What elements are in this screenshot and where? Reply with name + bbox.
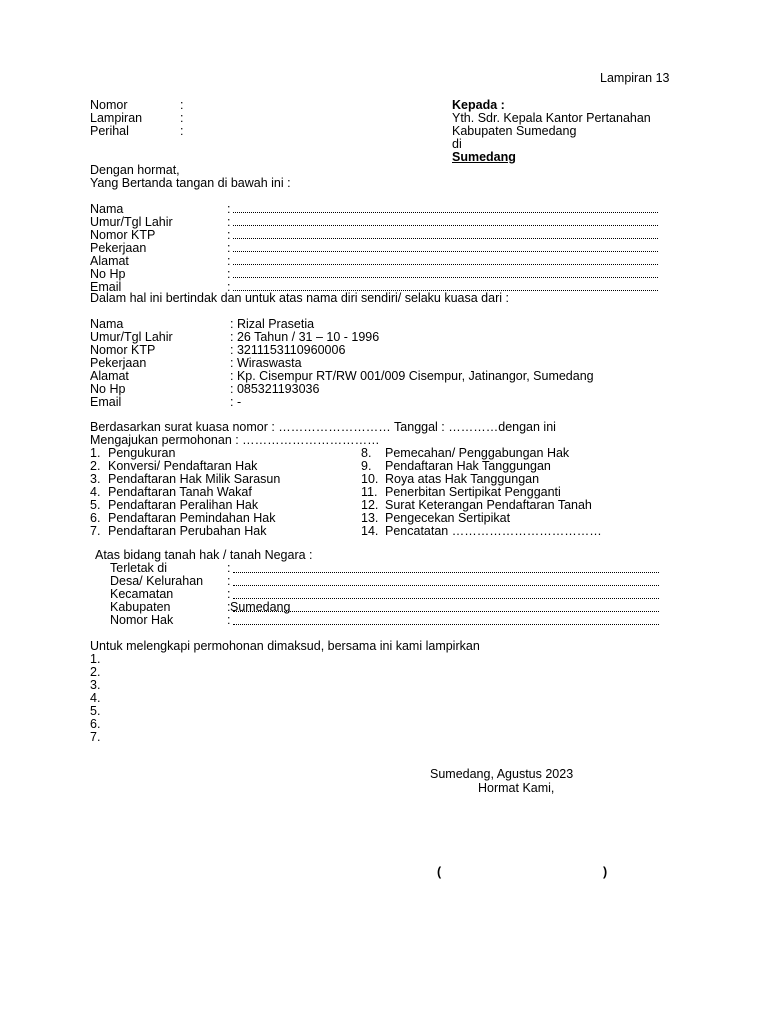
service-item-number: 11. [361,485,378,499]
land-intro: Atas bidang tanah hak / tanah Negara : [95,548,313,562]
service-item-label: Pendaftaran Perubahan Hak [108,524,267,538]
service-item-number: 12. [361,498,379,512]
land-field-fill-line[interactable] [233,598,659,599]
attachment-item: 6. [90,717,101,731]
land-field-colon: : [227,613,231,627]
principal-field-label: Umur/Tgl Lahir [90,330,173,344]
service-item-label: Pendaftaran Tanah Wakaf [108,485,252,499]
applicant-field-fill-line[interactable] [233,212,658,213]
applicant-field-colon: : [227,202,231,216]
kepada-line-2: Kabupaten Sumedang [452,124,577,138]
lampiran-label: Lampiran 13 [600,71,670,85]
service-item-label: Pendaftaran Peralihan Hak [108,498,259,512]
principal-field-label: Email [90,395,122,409]
principal-field-label: Nama [90,317,124,331]
service-item-label: Pengecekan Sertipikat [385,511,511,525]
land-field-label: Nomor Hak [110,613,174,627]
applicant-field-colon: : [227,254,231,268]
header-field-colon: : [180,111,184,125]
principal-field-label: No Hp [90,382,126,396]
kepada-line-3: di [452,137,462,151]
principal-field-value: : Rizal Prasetia [230,317,315,331]
header-field-label: Lampiran [90,111,143,125]
applicant-field-fill-line[interactable] [233,264,658,265]
land-field-label: Kecamatan [110,587,174,601]
service-item-number: 3. [90,472,101,486]
applicant-field-fill-line[interactable] [233,225,658,226]
permohonan-line: Mengajukan permohonan : …………………………… [90,433,380,447]
header-field-colon: : [180,124,184,138]
service-item-label: Pendaftaran Hak Tanggungan [385,459,551,473]
place-date: Sumedang, Agustus 2023 [430,767,574,781]
land-field-colon: : [227,561,231,575]
principal-field-value: : 3211153110960006 [230,343,346,357]
principal-field-value: : Wiraswasta [230,356,302,370]
principal-field-label: Alamat [90,369,129,383]
service-item-number: 5. [90,498,101,512]
attachment-item: 3. [90,678,101,692]
land-field-label: Desa/ Kelurahan [110,574,204,588]
service-item-label: Pendaftaran Hak Milik Sarasun [108,472,281,486]
service-item-label: Pendaftaran Pemindahan Hak [108,511,276,525]
land-field-colon: : [227,587,231,601]
land-field-fill-line[interactable] [233,611,659,612]
applicant-field-label: Umur/Tgl Lahir [90,215,173,229]
signature-close-paren: ) [603,865,608,879]
kuasa-line: Berdasarkan surat kuasa nomor : ……………………… Tanggal : …………dengan ini [90,420,556,434]
applicant-field-label: Nama [90,202,124,216]
service-item-label: Roya atas Hak Tanggungan [385,472,540,486]
attachments-intro: Untuk melengkapi permohonan dimaksud, bersama ini kami lampirkan [90,639,480,653]
attachment-item: 4. [90,691,101,705]
applicant-field-fill-line[interactable] [233,251,658,252]
service-item-label: Konversi/ Pendaftaran Hak [108,459,258,473]
applicant-field-label: Nomor KTP [90,228,156,242]
attachment-item: 2. [90,665,101,679]
applicant-field-colon: : [227,215,231,229]
applicant-field-label: Alamat [90,254,129,268]
header-field-label: Nomor [90,98,128,112]
land-field-label: Kabupaten [110,600,171,614]
applicant-field-colon: : [227,267,231,281]
land-field-fill-line[interactable] [233,624,659,625]
land-field-label: Terletak di [110,561,167,575]
land-field-value: Sumedang [230,600,291,614]
on-behalf-text: Dalam hal ini bertindak dan untuk atas nama diri sendiri/ selaku kuasa dari : [90,291,509,305]
service-item-number: 7. [90,524,101,538]
service-item-number: 6. [90,511,101,525]
service-item-label: Pencatatan ……………………………… [385,524,602,538]
service-item-label: Pemecahan/ Penggabungan Hak [385,446,570,460]
applicant-field-colon: : [227,241,231,255]
principal-field-value: : 085321193036 [230,382,320,396]
attachment-item: 5. [90,704,101,718]
attachment-item: 1. [90,652,101,666]
applicant-field-colon: : [227,280,231,294]
applicant-field-label: Pekerjaan [90,241,147,255]
applicant-field-colon: : [227,228,231,242]
principal-field-value: : 26 Tahun / 31 – 10 - 1996 [230,330,380,344]
signature-open-paren: ( [437,865,442,879]
service-item-label: Surat Keterangan Pendaftaran Tanah [385,498,592,512]
closing-text: Hormat Kami, [478,781,555,795]
intro-text: Yang Bertanda tangan di bawah ini : [90,176,291,190]
applicant-field-fill-line[interactable] [233,277,658,278]
service-item-label: Penerbitan Sertipikat Pengganti [385,485,561,499]
land-field-fill-line[interactable] [233,572,659,573]
principal-field-label: Nomor KTP [90,343,156,357]
service-item-number: 14. [361,524,379,538]
service-item-label: Pengukuran [108,446,176,460]
applicant-field-label: Email [90,280,122,294]
principal-field-value: : Kp. Cisempur RT/RW 001/009 Cisempur, Jatinangor, Sumedang [230,369,594,383]
land-field-colon: : [227,600,231,614]
service-item-number: 2. [90,459,101,473]
applicant-field-label: No Hp [90,267,126,281]
service-item-number: 4. [90,485,101,499]
header-field-colon: : [180,98,184,112]
kepada-line-4: Sumedang [452,150,516,164]
kepada-title: Kepada : [452,98,505,112]
service-item-number: 8. [361,446,372,460]
applicant-field-fill-line[interactable] [233,238,658,239]
principal-field-value: : - [230,395,242,409]
kepada-line-1: Yth. Sdr. Kepala Kantor Pertanahan [452,111,651,125]
land-field-fill-line[interactable] [233,585,659,586]
attachment-item: 7. [90,730,101,744]
service-item-number: 1. [90,446,101,460]
service-item-number: 13. [361,511,379,525]
greeting: Dengan hormat, [90,163,180,177]
land-field-colon: : [227,574,231,588]
service-item-number: 10. [361,472,379,486]
header-field-label: Perihal [90,124,129,138]
principal-field-label: Pekerjaan [90,356,147,370]
service-item-number: 9. [361,459,372,473]
